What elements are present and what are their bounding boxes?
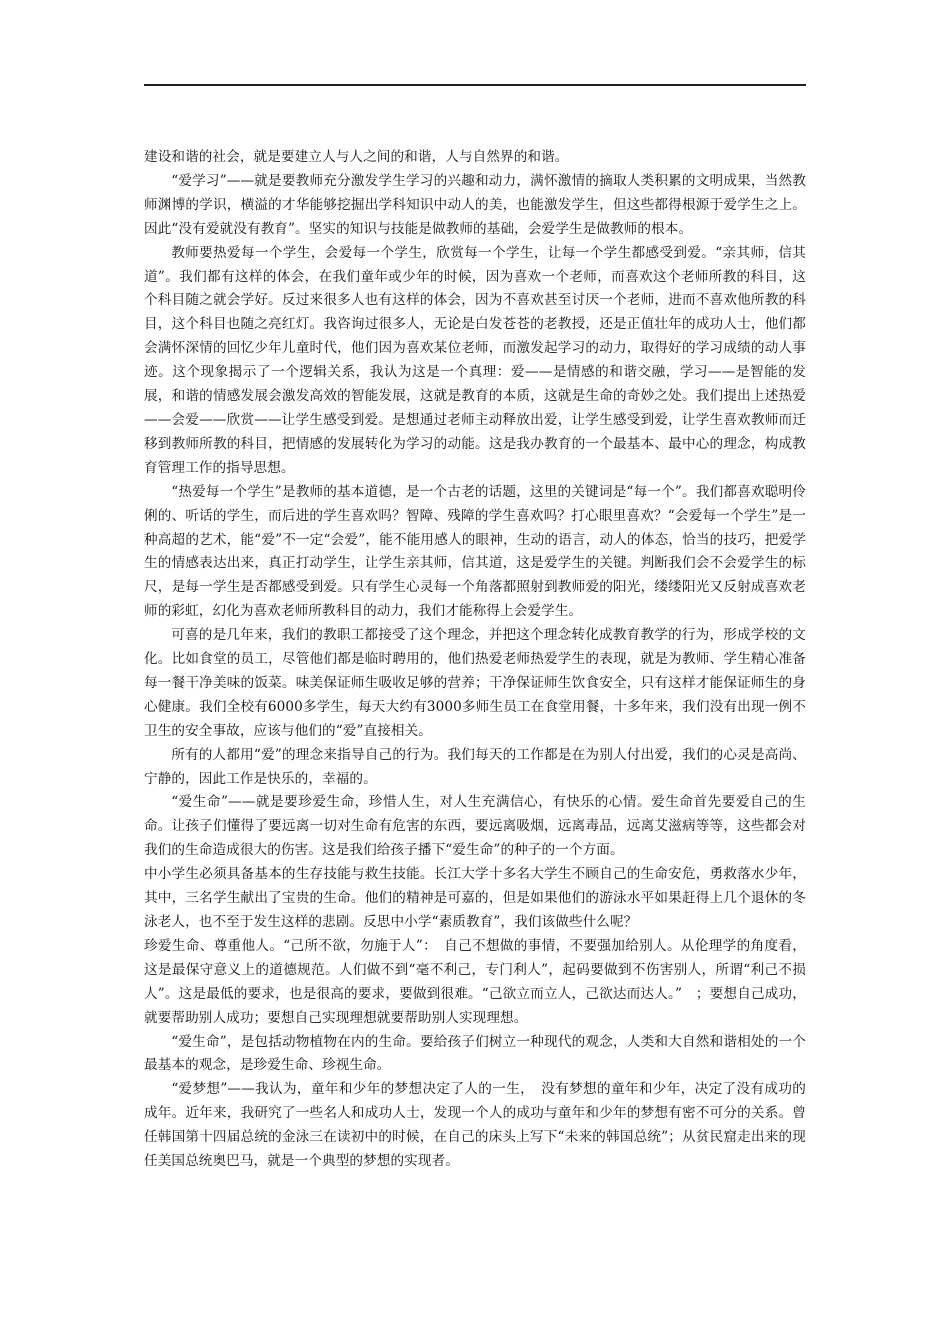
- paragraph-6: 所有的人都用“爱”的理念来指导自己的行为。我们每天的工作都是在为别人付出爱，我们的心灵是高尚、宁静的，因此工作是快乐的，幸福的。: [144, 746, 806, 787]
- paragraph-1: 建设和谐的社会，就是要建立人与人之间的和谐，人与自然界的和谐。: [144, 149, 569, 165]
- paragraph-9: 珍爱生命、尊重他人。“己所不欲，勿施于人”： 自己不想做的事情，不要强加给别人。从伦理学的角度看，这是最保守意义上的道德规范。人们做不到“毫不利己，专门利人”，起码要做到不伤害别人，所谓“利己不损人”。这是最低的要求，也是很高的要求，要做到很难。“己欲立而立人，己欲达而达人。” ；要想自己成功，就要帮助别人成功；要想自己实现理想就要帮助别人实现理想。: [144, 937, 806, 1026]
- document-body: [144, 146, 806, 1174]
- paragraph-2: “爱学习”——就是要教师充分激发学生学习的兴趣和动力，满怀激情的摘取人类积累的文明成果，当然教师渊博的学识，横溢的才华能够挖掘出学科知识中动人的美，也能激发学生，但这些都得根源于爱学生之上。因此“没有爱就没有教育”。坚实的知识与技能是做教师的基础，会爱学生是做教师的根本。: [144, 172, 806, 237]
- paragraph-5: 可喜的是几年来，我们的教职工都接受了这个理念，并把这个理念转化成教育教学的行为，形成学校的文化。比如食堂的员工，尽管他们都是临时聘用的，他们热爱老师热爱学生的表现，就是为教师、学生精心准备每一餐干净美味的饭菜。味美保证师生吸收足够的营养；干净保证师生饮食安全，只有这样才能保证师生的身心健康。我们全校有6000多学生，每天大约有3000多师生员工在食堂用餐，十多年来，我们没有出现一例不卫生的安全事故，应该与他们的“爱”直接相关。: [144, 627, 806, 739]
- paragraph-3: 教师要热爱每一个学生，会爱每一个学生，欣赏每一个学生，让每一个学生都感受到爱。“亲其师，信其道”。我们都有这样的体会，在我们童年或少年的时候，因为喜欢一个老师，而喜欢这个老师所教的科目，这个科目随之就会学好。反过来很多人也有这样的体会，因为不喜欢甚至讨厌一个老师，进而不喜欢他所教的科目，这个科目也随之亮红灯。我咨询过很多人，无论是白发苍苍的老教授，还是正值壮年的成功人士，他们都会满怀深情的回忆少年儿童时代，他们因为喜欢某位老师，而激发起学习的动力，取得好的学习成绩的动人事迹。这个现象揭示了一个逻辑关系，我认为这是一个真理：爱——是情感的和谐交融，学习——是智能的发展，和谐的情感发展会激发高效的智能发展，这就是教育的本质，这就是生命的奇妙之处。我们提出上述热爱——会爱——欣赏——让学生感受到爱。是想通过老师主动释放出爱，让学生感受到爱，让学生喜欢教师而迁移到教师所教的科目，把情感的发展转化为学习的动能。这是我办教育的一个最基本、最中心的理念，构成教育管理工作的指导思想。: [144, 244, 806, 476]
- paragraph-10: “爱生命”，是包括动物植物在内的生命。要给孩子们树立一种现代的观念，人类和大自然和谐相处的一个最基本的观念，是珍爱生命、珍视生命。: [144, 1033, 806, 1074]
- paragraph-11: “爱梦想”——我认为，童年和少年的梦想决定了人的一生， 没有梦想的童年和少年，决定了没有成功的成年。近年来，我研究了一些名人和成功人士，发现一个人的成功与童年和少年的梦想有密不可分的关系。曾任韩国第十四届总统的金泳三在读初中的时候，在自己的床头上写下“未来的韩国总统”；从贫民窟走出来的现任美国总统奥巴马，就是一个典型的梦想的实现者。: [144, 1081, 806, 1170]
- paragraph-4: “热爱每一个学生”是教师的基本道德，是一个古老的话题，这里的关键词是“每一个”。我们都喜欢聪明伶俐的、听话的学生，而后进的学生喜欢吗？智障、残障的学生喜欢吗？打心眼里喜欢？“会爱每一个学生”是一种高超的艺术，能“爱”不一定“会爱”，能不能用感人的眼神，生动的语言，动人的体态，恰当的技巧，把爱学生的情感表达出来，真正打动学生，让学生亲其师，信其道，这是爱学生的关键。判断我们会不会爱学生的标尺，是每一学生是否都感受到爱。只有学生心灵每一个角落都照射到教师爱的阳光，缕缕阳光又反射成喜欢老师的彩虹，幻化为喜欢老师所教科目的动力，我们才能称得上会爱学生。: [144, 483, 806, 620]
- paragraph-8: 中小学生必须具备基本的生存技能与救生技能。长江大学十多名大学生不顾自己的生命安危，勇救落水少年，其中，三名学生献出了宝贵的生命。他们的精神是可嘉的，但是如果他们的游泳水平如果赶得上几个退休的冬泳老人，也不至于发生这样的悲剧。反思中小学“素质教育”，我们该做些什么呢？: [144, 866, 806, 930]
- header-rule: [144, 84, 806, 86]
- paragraph-7: “爱生命”——就是要珍爱生命，珍惜人生，对人生充满信心，有快乐的心情。爱生命首先要爱自己的生命。让孩子们懂得了要远离一切对生命有危害的东西，要远离吸烟，远离毒品，远离艾滋病等等，这些都会对我们的生命造成很大的伤害。这是我们给孩子播下“爱生命”的种子的一个方面。: [144, 794, 806, 859]
